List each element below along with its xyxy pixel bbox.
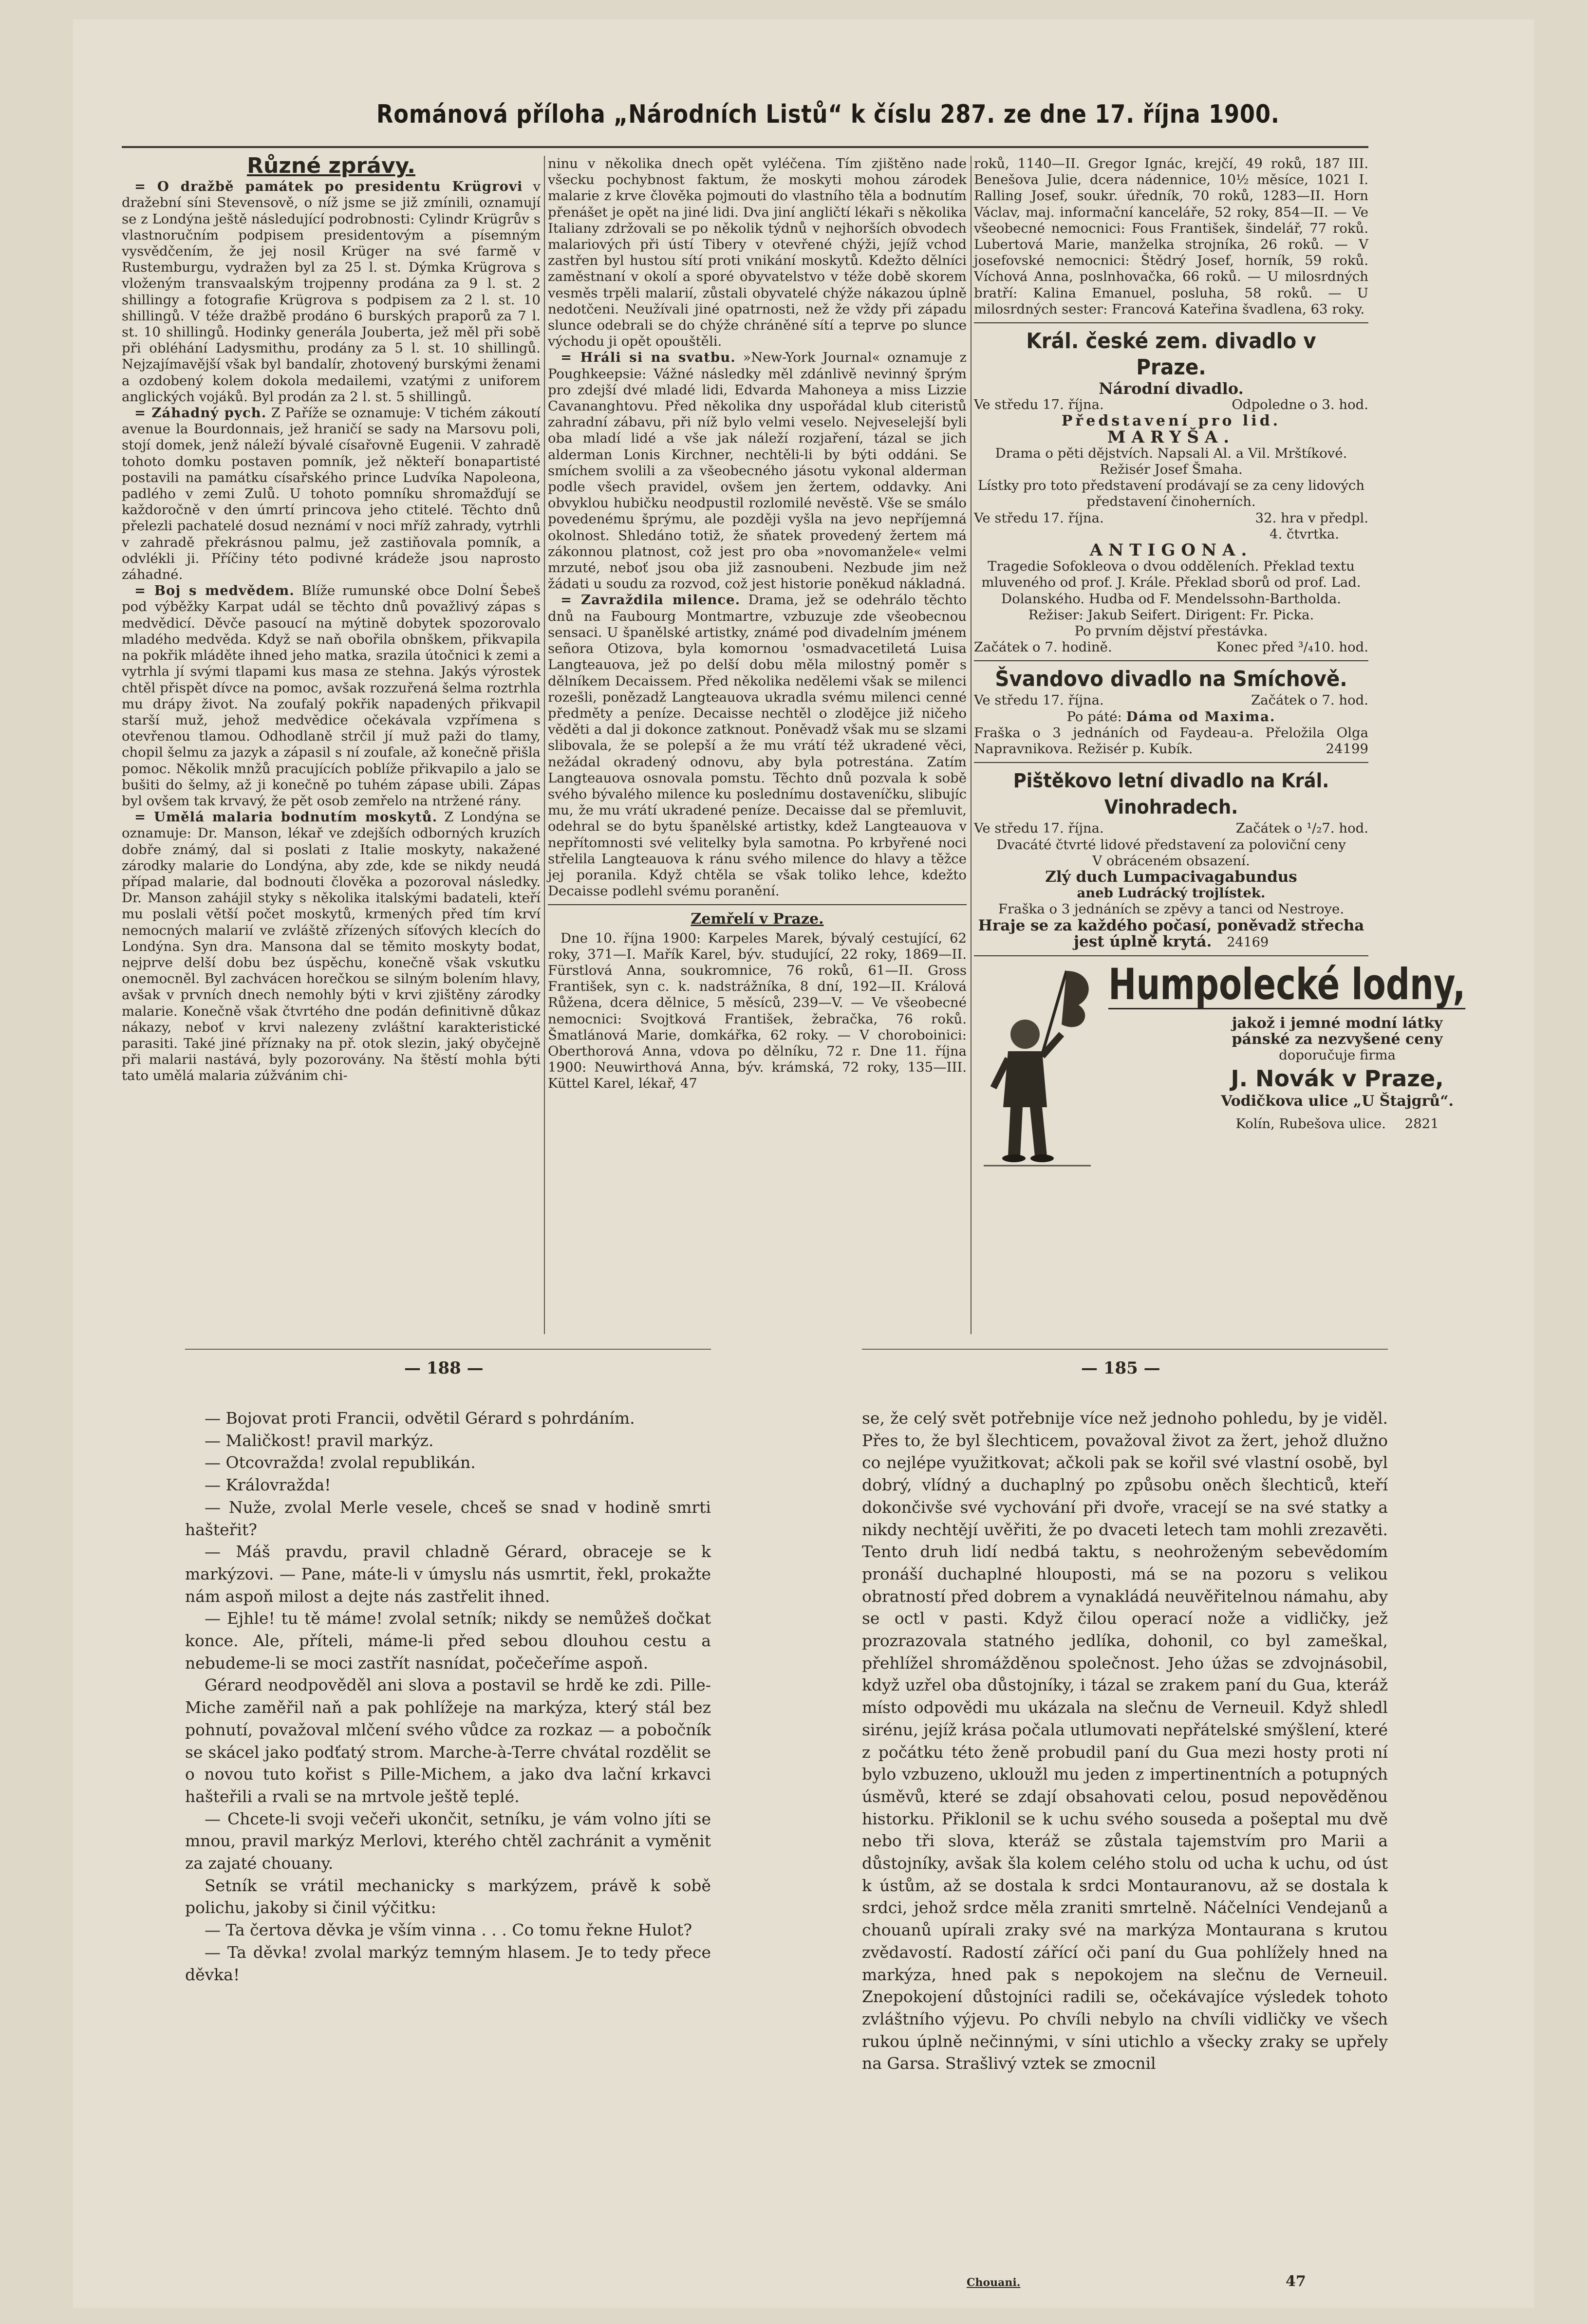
news-item-text: Z Paříže se oznamuje: V tichém zákoutí avenue la Bourdonnais, jež hraničí se sady na Marsovu poli, stojí domek, jenž náleží bývalé císařovně Eugenii. V zahradě tohoto domku postaven pomník, jež někteří bonapartisté postavili na památku císařského prince Ludvíka Napoleona, padlého v zemi Zulů. U tohoto pomníku shromažďují se každoročně v den úmrtí princova jeho ctitelé. Těchto dnů přelezli pachatelé dosud neznámí v noci mříž zahrady, vytrhli v zahradě překrásnou palmu, jež zastiňovala pomník, a odvlékli ji. Příčiny této podivné krádeže jsou naprosto záhadné. [122, 405, 541, 583]
play-director: Režisér Josef Šmaha. [1100, 462, 1243, 478]
divider [974, 660, 1368, 661]
theatre-title: Král. české zem. divadlo v Praze. [1026, 329, 1316, 380]
performance-day: Ve středu 17. října. [974, 692, 1104, 708]
news-item [548, 350, 967, 592]
play-description: Fraška o 3 jednáních od Faydeau-a. Přeložila Olga Napravnikova. Režisér p. Kubík. 24199 [974, 725, 1368, 757]
theatre-notice-pistek [974, 768, 1368, 950]
performance-time: Odpoledne o 3. hod. [1232, 397, 1368, 413]
play-description: Tragedie Sofokleova o dvou odděleních. Překlad textu mluveného od prof. J. Krále. Překlad sborů od prof. Lad. Dolanského. Hudba od F. Mendelssohn-Bartholda. [981, 558, 1361, 607]
start-time: Začátek o 7. hod. [1251, 692, 1368, 708]
novel-paragraph: — Chcete-li svoji večeři ukončit, setníku, je vám volno jíti se mnou, pravil markýz Merlovi, kterého chtěl zachránit a vyměnit za zajaté chouany. [185, 1809, 711, 1873]
subscription-number: 32. hra v předpl. [1255, 510, 1368, 526]
novel-paragraph: Gérard neodpověděl ani slova a postavil se hrdě ke zdi. Pille-Miche zaměřil naň a pak pohlížeje na markýza, který stál bez pohnutí, považoval mlčení svého vůdce za rozkaz — a pobočník se skácel jako podťatý strom. Marche-à-Terre chvátal rozdělit se o novou tuto kořist s Pille-Michem, a jako dva lační krkavci hašteřili a rvali se na mrtvole ještě teplé. [185, 1675, 711, 1806]
advertisement-text [1108, 961, 1566, 1132]
novel-paragraph: — Ta děvka! zvolal markýz temným hlasem. Je to tedy přece děvka! [185, 1942, 711, 1984]
news-item-lead: = Hráli si na svatbu. [560, 350, 736, 366]
performance-date-row [974, 820, 1368, 837]
news-item-text: Z Londýna se oznamuje: Dr. Manson, lékař ve zdejších odborných kruzích dobře známý, dal si poslati z Italie moskyty, nakažené zárodky malarie do Londýna, aby zde, kde se nikdy neudá případ malarie, dal bodnouti člověka a pozoroval následky. Dr. Manson zahájil styky s několika italskými badateli, kteří mu poslali větší počet moskytů, krmených před tím krví nemocných malarií ve zvláště zřízených síťových klecích do Londýna. Syn dra. Mansona dal se těmito moskyty bodat, nejprve delší dobu bez úspěchu, konečně však vskutku onemocněl. Byl zachvácen horečkou se silným bolením hlavy, avšak v prvních dnech nemohly býti v krvi zjištěny zárodky malarie. Konečně však čtvrtého dne podán definitivně důkaz nákazy, neboť v krvi nalezeny zvláštní karakteristické parasiti. Také jiné příznaky na př. otok slezin, jaký obyčejně při malarii nastává, byly pozorovány. Na štěstí mohla býti tato umělá malaria zúžvánim chi- [122, 809, 541, 1084]
performance-type: Představení pro lid. [1061, 412, 1281, 430]
deaths-title: Zemřelí v Praze. [691, 911, 824, 928]
ticket-note: Lístky pro toto představení prodávají se za ceny lidových představení činoherních. [977, 478, 1365, 510]
section-title: Různé zprávy. [247, 153, 415, 178]
news-item [122, 179, 541, 405]
deaths-list: Dne 10. října 1900: Karpeles Marek, bývalý cestující, 62 roky, 371—I. Mařík Karel, býv. studující, 22 roky, 1869—II. Fürstlová Anna, soukromnice, 76 roků, 61—II. Gross František, syn c. k. nadstrážníka, 8 dní, 192—II. Králová Růžena, dcera dělnice, 5 měsíců, 239—V. — Ve všeobecné nemocnici: Svojtková František, žebračka, 76 roků. Šmatlánová Marie, domkářka, 62 roky. — V choroboinici: Oberthorová Anna, vdova po dělníku, 72 r. Dne 11. října 1900: Neuwirthová Anna, býv. krámská, 72 roky, 135—III. Küttel Karel, lékař, 47 [548, 930, 967, 1092]
novel-paragraph: — Maličkost! pravil markýz. [205, 1431, 434, 1450]
news-item-lead: = O dražbě památek po presidentu Krügrovi [134, 179, 523, 195]
play-director: Režiser: Jakub Seifert. Dirigent: Fr. Picka. [1028, 607, 1314, 623]
advertisement-title: Humpolecké lodny, [1108, 959, 1466, 1009]
news-item-text: Drama, jež se odehrálo těchto dnů na Faubourg Montmartre, vzbuzuje zde všeobecnou sensaci. U španělské artistky, známé pod divadelním jménem señora Otizova, byla komornou 'osmadvacetiletá Luisa Langteauova, jež po delší dobu měla milostný poměr s dělníkem Decaissem. Před několika nedělemi však se milenci rozešli, ponězadž Langteauova ukradla svému milenci cenné předměty a peníze. Decaisse nechtěl o zlodějce již ničeho věděti a dal ji dokonce zatknout. Poněvadž však mu se slzami slibovala, že se polepší a že mu vrátí též ukradené věci, nežádal okradený odnovu, aby byla potrestána. Zatím Langteauova osnovala pomstu. Těchto dnů pozvala k sobě svého bývalého milence ku poslednímu dostaveníčku, slibujíc mu, že mu vrátí ukradené peníze. Decaisse dal se přemluvit, odehral se do bytu španělské artistky, kdež Langteauova v nepřítomnosti své velitelky byla samotna. Po krbyřené noci střelila Langteauova k ránu svého milence do hlavy a těžce jej poranila. Když chtěla se však toliko lehce, kdežto Decaisse podlehl svému poranění. [548, 592, 967, 899]
performance-times-row [974, 639, 1368, 655]
play-title: Zlý duch Lumpacivagabundus [1045, 868, 1297, 886]
theatre-notice-national [974, 328, 1368, 655]
news-items [122, 179, 541, 1084]
ad-code: 24199 [1326, 741, 1368, 757]
column-3 [974, 156, 1466, 1339]
play-description: Drama o pěti dějstvích. Napsali Al. a Vil. Mrštíkové. [995, 445, 1347, 461]
play-subtitle: aneb Ludrácký trojlístek. [1077, 885, 1266, 901]
news-item [122, 405, 541, 583]
separator-line [185, 1349, 711, 1350]
news-item-lead: = Boj s medvědem. [134, 583, 295, 599]
column-2 [548, 156, 967, 1339]
theatre-title: Švandovo divadlo na Smíchově. [995, 667, 1347, 692]
deaths-list-continued: roků, 1140—II. Gregor Ignác, krejčí, 49 roků, 187 III. Benešova Julie, dcera nádennice, 10½ měsíce, 1021 I. Ralling Josef, soukr. úředník, 70 roků, 1283—II. Horn Václav, maj. informační kanceláře, 52 roky, 854—II. — Ve všeobecné nemocnici: Fous František, šindelář, 77 roků. Lubertová Marie, manželka strojníka, 26 roků. — V josefovské nemocnici: Štědrý Josef, horník, 59 roků. Víchová Anna, poslnhovačka, 66 roků. — U milosrdných bratří: Kalina Emanuel, posluha, 58 roků. — U milosrdných sester: Francová Kateřina švadlena, 63 roky. [974, 156, 1368, 317]
start-time: Začátek o 7. hodině. [974, 639, 1112, 655]
play-title: Dáma od Maxima. [1126, 708, 1276, 725]
novel-page-left [185, 1407, 711, 2259]
novel-paragraph: — Ejhle! tu tě máme! zvolal setník; nikdy se nemůžeš dočkat konce. Ale, příteli, máme-li před sebou dlouhou cestu a nebudeme-li se moci zastřít nasnídat, počečeříme aspoň. [185, 1609, 711, 1673]
play-title: MARYŠA. [1107, 427, 1235, 447]
theatre-title: Pištěkovo letní divadlo na Král. Vinohradech. [1013, 770, 1329, 819]
novel-paragraph: Setník se vrátil mechanicky s markýzem, právě k sobě polichu, jakoby si činil výčitku: [185, 1876, 711, 1917]
header-rule [122, 146, 1368, 148]
news-items [548, 350, 967, 899]
news-item-text: »New-York Journal« oznamuje z Poughkeepsie: Vážné následky měl zdánlivě nevinný šprým pro zdejší dvé mladé lidi, Edvarda Mahoneya a miss Lizzie Cavananghtovu. Před několika dny uspořádal klub citeristů zahradní zábavu, při níž bylo velmi veselo. Nejveselejší byli oba mladí lidé a vše jak náleží rozjaření, tázal se jich alderman Lonis Kirchner, nechtěli-li by býti oddáni. Se smíchem svolili a za všeobecného jásotu vykonal alderman podle všech pravidel, ovšem jen žertem, oddavky. Ani obvyklou hubičku neodpustil rozlomilé nevěstě. Vše se smálo povedenému šprýmu, ale později vyšla na jevo nepříjemná okolnost. Shledáno totiž, že sňatek provedený žertem má zákonnou platnost, což jest pro oba »novomanžele« velmi mrzuté, neboť jsou oba již zasnoubeni. Nezbude jim než žádati u soudu za rozvod, což jest historie poněkud nákladná. [548, 350, 967, 592]
news-item-lead: = Umělá malaria bodnutím moskytů. [134, 809, 438, 825]
sheet-signature: Chouani. [967, 2276, 1021, 2289]
performance-count: Po páté: [1066, 708, 1122, 725]
branch-line [1108, 1116, 1566, 1132]
novel-paragraph: — Královražda! [205, 1475, 331, 1495]
performance-day: Ve středu 17. října. [974, 820, 1104, 837]
news-item-lead: = Zavraždila milence. [560, 592, 741, 608]
ad-line: jakož i jemné modní látky [1232, 1014, 1443, 1032]
news-item-lead: = Záhadný pych. [134, 405, 267, 421]
divider [548, 904, 967, 905]
firm-address: Vodičkova ulice „U Štajgrů“. [1221, 1092, 1454, 1110]
firm-name: J. Novák v Praze, [1231, 1065, 1444, 1092]
news-item-text: v dražební síni Stevensově, o níž jsme se již zmínili, oznamují se z Londýna ještě následující podrobnosti: Cylindr Krügrův s vlastnoručním podpisem presidentovým a písemným vysvědčením, že jej nosil Krüger na své farmě v Rustemburgu, vydražen byl za 25 l. st. Dýmka Krügrova s vloženým transvaalským trojpenny prodána za 9 l. st. 2 shillingy a fotografie Krügrova s podpisem za 2 l. st. 10 shillingů. V téže dražbě prodáno 6 burských praporů za 7 l. st. 10 shillingů. Hodinky generála Jouberta, jež měl při sobě při obléhání Ladysmithu, prodány za 5 l. st. 10 shillingů. Nejzajímavější však byl bandalír, zhotovený burskými ženami a ozdobený kolem dokola medailemi, vzatými z uniforem anglických vojáků. Byl prodán za 2 l. st. 5 shillingů. [122, 179, 541, 405]
subscription-quarter: 4. čtvrtka. [1270, 526, 1339, 542]
branch-city: Kolín, Rubešova ulice. [1235, 1116, 1386, 1132]
divider [974, 955, 1368, 956]
novel-paragraph: — Bojovat proti Francii, odvětil Gérard s pohrdáním. [205, 1409, 635, 1428]
play-title: ANTIGONA. [1089, 540, 1253, 560]
novel-paragraph: — Máš pravdu, pravil chladně Gérard, obraceje se k markýzovi. — Pane, máte-li v úmyslu nás usmrtit, řekl, prokažte nám aspoň milost a dejte nás zastřelit ihned. [185, 1542, 711, 1606]
column-1 [122, 153, 541, 1339]
novel-paragraph: se, že celý svět potřebnije více než jednoho pohledu, by je viděl. Přes to, že byl šlechticem, považoval život za žert, jehož dlužno co nejlépe využitkovat; ačkoli pak se kořil své vlastní osobě, byl dobrý, vlídný a duchaplný po způsobu oněch šlechticů, kteří dokončivše své vychování při dvoře, vracejí se na své statky a nikdy nechtějí uvěřiti, že po dvaceti letech tam mohli zrezavěti. Tento druh lidí nedbá taktu, s neohroženým sebevědomím pronáší duchaplné hlouposti, má se na pozoru s velikou obratností před dobrem a vynakládá neuvěřitelnou námahu, aby se octl v pasti. Když čilou operací nože a vidličky, jež prozrazovala statného jedlíka, dohonil, co byl zameškal, přehlížel shromážděnou společnost. Jeho úžas se zdvojnásobil, když uzřel oba důstojníky, i tázal se zrakem paní du Gua, kteráž místo odpovědi mu ukázala na slečnu de Verneuil. Když shledl sirénu, jejíž krása počala utlumovati nepřátelské smýšlení, které z počátku této ženě probudil paní du Gua mezi hosty proti ní bylo vzbuzeno, ukloužl mu jeden z impertinentních a potupných úsměvů, které se zdají obsahovati celou, posud nepověděnou historku. Přiklonil se k uchu svého souseda a pošeptal mu dvě nebo tři slova, kteráž se zůstala tajemstvím pro Marii a důstojníky, avšak šla kolem celého stolu od ucha k uchu, od úst k ústům, až se dostala k srdci Montauranovu, až se dostala k srdci, jehož srdce měla zraniti smrtelně. Náčelníci Vendejanů a chouanů upírali zraky své na markýza Montaurana s krutou zvědavostí. Radostí zářící oči paní du Gua pohlížely hned na markýza, hned pak s nepokojem na slečnu de Verneuil. Znepokojení důstojníci radili se, očekávajíce výsledek tohoto zvláštního výjevu. Po chvíli nebylo na chvíli vidličky ve všech rukou úplně nečinnými, v síni utichlo a všecky zraky se upřely na Garsa. Strašlivý vztek se zmocnil [862, 1409, 1388, 2073]
end-time: Konec před ³/₄10. hod. [1216, 639, 1368, 655]
performance-note: Dvacáté čtvrté lidové představení za poloviční ceny [996, 837, 1346, 853]
performance-day: Ve středu 17. října. [974, 510, 1104, 526]
intermission-note: Po prvním dějství přestávka. [1074, 623, 1268, 639]
weather-note: Hraje se za každého počasí, poněvadž střecha jest úplně krytá. 24169 [978, 916, 1364, 950]
play-heading [974, 709, 1368, 725]
divider [974, 762, 1368, 763]
man-with-banner-illustration [974, 961, 1101, 1175]
cloth-advertisement [974, 959, 1466, 1175]
performance-date-row [974, 510, 1368, 526]
novel-paragraph: — Ta čertova děvka je vším vinna . . . Co tomu řekne Hulot? [205, 1920, 692, 1940]
separator-line [862, 1349, 1388, 1350]
cast-note: V obráceném obsazení. [1092, 853, 1250, 869]
column-divider [544, 156, 545, 1334]
article-continuation: ninu v několika dnech opět vyléčena. Tím zjištěno nade všecku pochybnost faktum, že moskyti mohou zárodek malarie z krve člověka pojmouti do vlastního těla a bodnutím přenášet je opět na jiné lidi. Dva jiní angličtí lékaři s několika Italiany zdržovali se po několik týdnů v nejhorších obvodech malariových při ústí Tibery v otevřené chýži, jejíž vchod zastřen byl hustou sítí proti vnikání moskytů. Kdežto dělníci zaměstnaní v okolí a sporé obyvatelstvo v téže době skorem vesměs trpěli malarií, zůstali obyvatelé chýže nákazou úplně nedotčeni. Neužívali jiné opatrnosti, než že vždy při západu slunce odebrali se do chýže chráněné sítí a teprve po slunce východu ji opět opouštěli. [548, 156, 967, 350]
news-item [122, 583, 541, 809]
page-number-left: — 188 — [404, 1358, 484, 1378]
novel-paragraph: — Nuže, zvolal Merle vesele, chceš se snad v hodině smrti hašteřit? [185, 1497, 711, 1539]
ad-code: 2821 [1404, 1116, 1439, 1132]
performance-date-row [974, 692, 1368, 708]
news-item-text: Blíže rumunské obce Dolní Šebeš pod výběžky Karpat udál se těchto dnů považlivý zápas s medvědicí. Děvče pasoucí na mýtině dobytek spozorovalo mladého medvěda. Když se naň obořila obnškem, přikvapila na pokřik mláděte ihned jeho matka, srazila útočnici k zemi a vytrhla jí svými tlapami kus masa ze stehna. Jakýs výrostek chtěl přispět dívce na pomoc, avšak rozzuřená šelma roztrhla mu drápy život. Na zoufalý pokřik napadených přikvapil starší muž, jehož medvědice očekávala vzpřímena s otevřenou tlamou. Odhodlaně strčil jí muž paži do tlamy, chopil šelmu za jazyk a zápasil s ní zoufale, až konečně přišla pomoc. Několik mnžů pracujících poblíže přikvapilo a jalo se bušiti do šelmy, až ji konečně po tuhém zápase ubili. Zápas byl ovšem tak krvavý, že pět osob zemřelo na ntržené rány. [122, 583, 541, 809]
novel-paragraph: — Otcovražda! zvolal republikán. [205, 1453, 476, 1472]
news-item [548, 592, 967, 899]
play-description: Fraška o 3 jednáních se zpěvy a tanci od Nestroye. [998, 901, 1345, 917]
ad-code: 24169 [1227, 934, 1269, 950]
theatre-notice-svanda [974, 666, 1368, 757]
ad-line: pánské za nezvyšené ceny [1232, 1031, 1443, 1048]
novel-page-right [862, 1407, 1388, 2259]
performance-date-row [974, 397, 1368, 413]
news-item [122, 809, 541, 1084]
page-number-right: — 185 — [1081, 1358, 1160, 1378]
start-time: Začátek o ¹/₂7. hod. [1235, 820, 1368, 837]
folio-number: 47 [1286, 2273, 1306, 2290]
page-header: Románová příloha „Národních Listů“ k číslu 287. ze dne 17. října 1900. [376, 100, 1280, 129]
ad-line: doporučuje firma [1279, 1047, 1396, 1063]
performance-day: Ve středu 17. října. [974, 397, 1104, 413]
theatre-subtitle: Národní divadlo. [1099, 379, 1244, 398]
divider [974, 322, 1368, 323]
